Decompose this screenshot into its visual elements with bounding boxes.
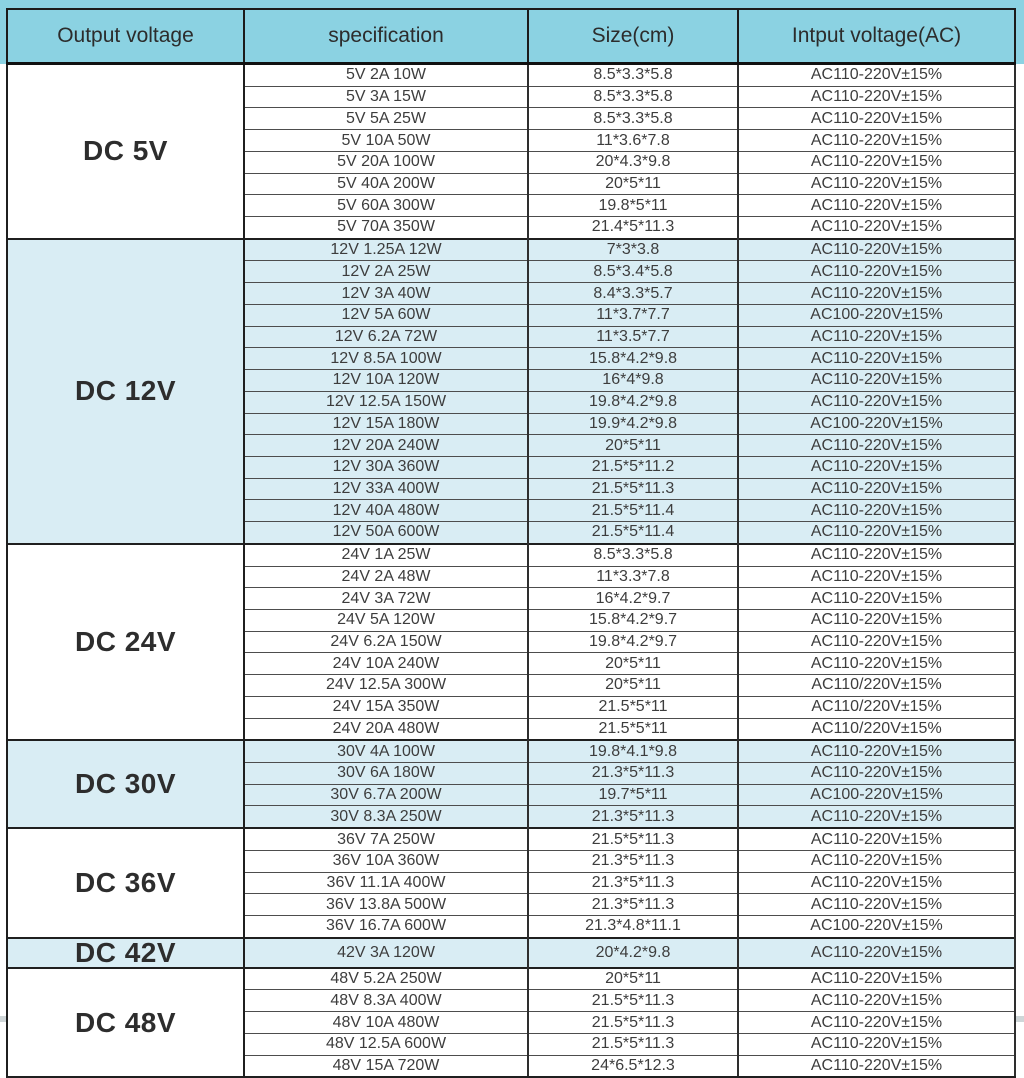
size-cell: 8.5*3.3*5.8 [528, 86, 738, 108]
spec-cell: 12V 10A 120W [244, 370, 528, 392]
spec-cell: 12V 12.5A 150W [244, 391, 528, 413]
size-cell: 15.8*4.2*9.8 [528, 348, 738, 370]
input-voltage-cell: AC110-220V±15% [738, 173, 1015, 195]
input-voltage-cell: AC110/220V±15% [738, 675, 1015, 697]
size-cell: 21.5*5*11.3 [528, 1033, 738, 1055]
spec-cell: 30V 8.3A 250W [244, 806, 528, 828]
group-label-dc-5v: DC 5V [7, 64, 244, 239]
size-cell: 21.5*5*11.3 [528, 828, 738, 850]
size-cell: 20*4.3*9.8 [528, 151, 738, 173]
input-voltage-cell: AC110-220V±15% [738, 261, 1015, 283]
spec-cell: 12V 5A 60W [244, 304, 528, 326]
size-cell: 21.3*5*11.3 [528, 894, 738, 916]
size-cell: 8.5*3.3*5.8 [528, 64, 738, 87]
table-row [7, 740, 1015, 762]
size-cell: 21.5*5*11.3 [528, 990, 738, 1012]
size-cell: 24*6.5*12.3 [528, 1055, 738, 1077]
input-voltage-cell: AC110-220V±15% [738, 828, 1015, 850]
spec-cell: 12V 3A 40W [244, 283, 528, 305]
input-voltage-cell: AC110-220V±15% [738, 64, 1015, 87]
spec-cell: 12V 6.2A 72W [244, 326, 528, 348]
input-voltage-cell: AC110-220V±15% [738, 609, 1015, 631]
size-cell: 8.5*3.4*5.8 [528, 261, 738, 283]
size-cell: 21.5*5*11.4 [528, 522, 738, 544]
header-input-voltage: Intput voltage(AC) [738, 9, 1015, 64]
table-header [7, 9, 1015, 64]
input-voltage-cell: AC110-220V±15% [738, 894, 1015, 916]
input-voltage-cell: AC110-220V±15% [738, 968, 1015, 990]
size-cell: 11*3.3*7.8 [528, 566, 738, 588]
input-voltage-cell: AC110-220V±15% [738, 130, 1015, 152]
size-cell: 19.8*5*11 [528, 195, 738, 217]
size-cell: 21.3*4.8*11.1 [528, 916, 738, 938]
spec-cell: 30V 4A 100W [244, 740, 528, 762]
header-size: Size(cm) [528, 9, 738, 64]
spec-cell: 24V 6.2A 150W [244, 631, 528, 653]
input-voltage-cell: AC110-220V±15% [738, 1055, 1015, 1077]
spec-cell: 48V 8.3A 400W [244, 990, 528, 1012]
power-supply-spec-table [6, 8, 1016, 1078]
size-cell: 21.5*5*11.3 [528, 478, 738, 500]
input-voltage-cell: AC100-220V±15% [738, 413, 1015, 435]
size-cell: 19.8*4.2*9.7 [528, 631, 738, 653]
input-voltage-cell: AC100-220V±15% [738, 304, 1015, 326]
group-label-dc-12v: DC 12V [7, 239, 244, 544]
size-cell: 20*5*11 [528, 435, 738, 457]
input-voltage-cell: AC110-220V±15% [738, 151, 1015, 173]
input-voltage-cell: AC110-220V±15% [738, 566, 1015, 588]
size-cell: 8.5*3.3*5.8 [528, 544, 738, 566]
size-cell: 19.8*4.2*9.8 [528, 391, 738, 413]
size-cell: 11*3.6*7.8 [528, 130, 738, 152]
spec-cell: 48V 12.5A 600W [244, 1033, 528, 1055]
size-cell: 19.8*4.1*9.8 [528, 740, 738, 762]
input-voltage-cell: AC110-220V±15% [738, 283, 1015, 305]
spec-cell: 48V 10A 480W [244, 1012, 528, 1034]
spec-cell: 5V 70A 350W [244, 217, 528, 239]
spec-cell: 42V 3A 120W [244, 938, 528, 968]
input-voltage-cell: AC110-220V±15% [738, 653, 1015, 675]
spec-cell: 12V 20A 240W [244, 435, 528, 457]
size-cell: 21.3*5*11.3 [528, 806, 738, 828]
spec-cell: 24V 10A 240W [244, 653, 528, 675]
input-voltage-cell: AC110-220V±15% [738, 1012, 1015, 1034]
input-voltage-cell: AC110/220V±15% [738, 718, 1015, 740]
input-voltage-cell: AC110-220V±15% [738, 806, 1015, 828]
spec-cell: 24V 5A 120W [244, 609, 528, 631]
spec-cell: 36V 13.8A 500W [244, 894, 528, 916]
input-voltage-cell: AC110-220V±15% [738, 872, 1015, 894]
size-cell: 21.5*5*11 [528, 718, 738, 740]
size-cell: 16*4*9.8 [528, 370, 738, 392]
input-voltage-cell: AC110-220V±15% [738, 990, 1015, 1012]
size-cell: 8.5*3.3*5.8 [528, 108, 738, 130]
size-cell: 21.3*5*11.3 [528, 763, 738, 785]
size-cell: 15.8*4.2*9.7 [528, 609, 738, 631]
header-row [7, 9, 1015, 64]
table-row [7, 968, 1015, 990]
size-cell: 20*4.2*9.8 [528, 938, 738, 968]
input-voltage-cell: AC110-220V±15% [738, 478, 1015, 500]
input-voltage-cell: AC110-220V±15% [738, 108, 1015, 130]
input-voltage-cell: AC110-220V±15% [738, 850, 1015, 872]
input-voltage-cell: AC100-220V±15% [738, 916, 1015, 938]
group-label-dc-42v: DC 42V [7, 938, 244, 968]
spec-cell: 5V 20A 100W [244, 151, 528, 173]
spec-cell: 36V 7A 250W [244, 828, 528, 850]
size-cell: 21.5*5*11 [528, 696, 738, 718]
size-cell: 16*4.2*9.7 [528, 588, 738, 610]
spec-cell: 48V 15A 720W [244, 1055, 528, 1077]
input-voltage-cell: AC110-220V±15% [738, 1033, 1015, 1055]
input-voltage-cell: AC110-220V±15% [738, 544, 1015, 566]
size-cell: 8.4*3.3*5.7 [528, 283, 738, 305]
group-label-dc-24v: DC 24V [7, 544, 244, 740]
spec-cell: 36V 10A 360W [244, 850, 528, 872]
spec-cell: 48V 5.2A 250W [244, 968, 528, 990]
table-body [7, 64, 1015, 1078]
input-voltage-cell: AC110-220V±15% [738, 370, 1015, 392]
spec-cell: 12V 1.25A 12W [244, 239, 528, 261]
spec-cell: 12V 40A 480W [244, 500, 528, 522]
spec-cell: 24V 1A 25W [244, 544, 528, 566]
input-voltage-cell: AC110-220V±15% [738, 326, 1015, 348]
spec-cell: 12V 15A 180W [244, 413, 528, 435]
spec-cell: 5V 40A 200W [244, 173, 528, 195]
input-voltage-cell: AC110-220V±15% [738, 195, 1015, 217]
table-row [7, 938, 1015, 968]
input-voltage-cell: AC100-220V±15% [738, 784, 1015, 806]
spec-cell: 5V 3A 15W [244, 86, 528, 108]
group-label-dc-48v: DC 48V [7, 968, 244, 1078]
spec-cell: 12V 30A 360W [244, 456, 528, 478]
input-voltage-cell: AC110-220V±15% [738, 522, 1015, 544]
input-voltage-cell: AC110-220V±15% [738, 631, 1015, 653]
size-cell: 11*3.7*7.7 [528, 304, 738, 326]
size-cell: 21.5*5*11.4 [528, 500, 738, 522]
size-cell: 20*5*11 [528, 968, 738, 990]
input-voltage-cell: AC110-220V±15% [738, 740, 1015, 762]
input-voltage-cell: AC110-220V±15% [738, 86, 1015, 108]
size-cell: 19.9*4.2*9.8 [528, 413, 738, 435]
group-label-dc-36v: DC 36V [7, 828, 244, 938]
table-row [7, 828, 1015, 850]
spec-cell: 24V 15A 350W [244, 696, 528, 718]
spec-cell: 12V 50A 600W [244, 522, 528, 544]
input-voltage-cell: AC110-220V±15% [738, 348, 1015, 370]
size-cell: 21.3*5*11.3 [528, 850, 738, 872]
spec-cell: 24V 3A 72W [244, 588, 528, 610]
size-cell: 21.4*5*11.3 [528, 217, 738, 239]
input-voltage-cell: AC110-220V±15% [738, 500, 1015, 522]
spec-cell: 36V 11.1A 400W [244, 872, 528, 894]
spec-cell: 24V 20A 480W [244, 718, 528, 740]
spec-cell: 24V 12.5A 300W [244, 675, 528, 697]
size-cell: 20*5*11 [528, 675, 738, 697]
spec-cell: 5V 5A 25W [244, 108, 528, 130]
spec-cell: 5V 10A 50W [244, 130, 528, 152]
spec-cell: 5V 2A 10W [244, 64, 528, 87]
size-cell: 21.3*5*11.3 [528, 872, 738, 894]
header-output-voltage: Output voltage [7, 9, 244, 64]
spec-cell: 12V 8.5A 100W [244, 348, 528, 370]
input-voltage-cell: AC110-220V±15% [738, 217, 1015, 239]
spec-cell: 30V 6.7A 200W [244, 784, 528, 806]
size-cell: 20*5*11 [528, 653, 738, 675]
input-voltage-cell: AC110-220V±15% [738, 239, 1015, 261]
size-cell: 7*3*3.8 [528, 239, 738, 261]
size-cell: 21.5*5*11.2 [528, 456, 738, 478]
table-row [7, 64, 1015, 87]
input-voltage-cell: AC110-220V±15% [738, 763, 1015, 785]
input-voltage-cell: AC110-220V±15% [738, 391, 1015, 413]
group-label-dc-30v: DC 30V [7, 740, 244, 828]
size-cell: 20*5*11 [528, 173, 738, 195]
input-voltage-cell: AC110-220V±15% [738, 588, 1015, 610]
spec-cell: 12V 33A 400W [244, 478, 528, 500]
input-voltage-cell: AC110/220V±15% [738, 696, 1015, 718]
spec-cell: 12V 2A 25W [244, 261, 528, 283]
spec-cell: 36V 16.7A 600W [244, 916, 528, 938]
spec-cell: 30V 6A 180W [244, 763, 528, 785]
spec-cell: 5V 60A 300W [244, 195, 528, 217]
input-voltage-cell: AC110-220V±15% [738, 435, 1015, 457]
input-voltage-cell: AC110-220V±15% [738, 456, 1015, 478]
spec-cell: 24V 2A 48W [244, 566, 528, 588]
size-cell: 11*3.5*7.7 [528, 326, 738, 348]
size-cell: 19.7*5*11 [528, 784, 738, 806]
table-row [7, 544, 1015, 566]
size-cell: 21.5*5*11.3 [528, 1012, 738, 1034]
input-voltage-cell: AC110-220V±15% [738, 938, 1015, 968]
header-specification: specification [244, 9, 528, 64]
table-row [7, 239, 1015, 261]
